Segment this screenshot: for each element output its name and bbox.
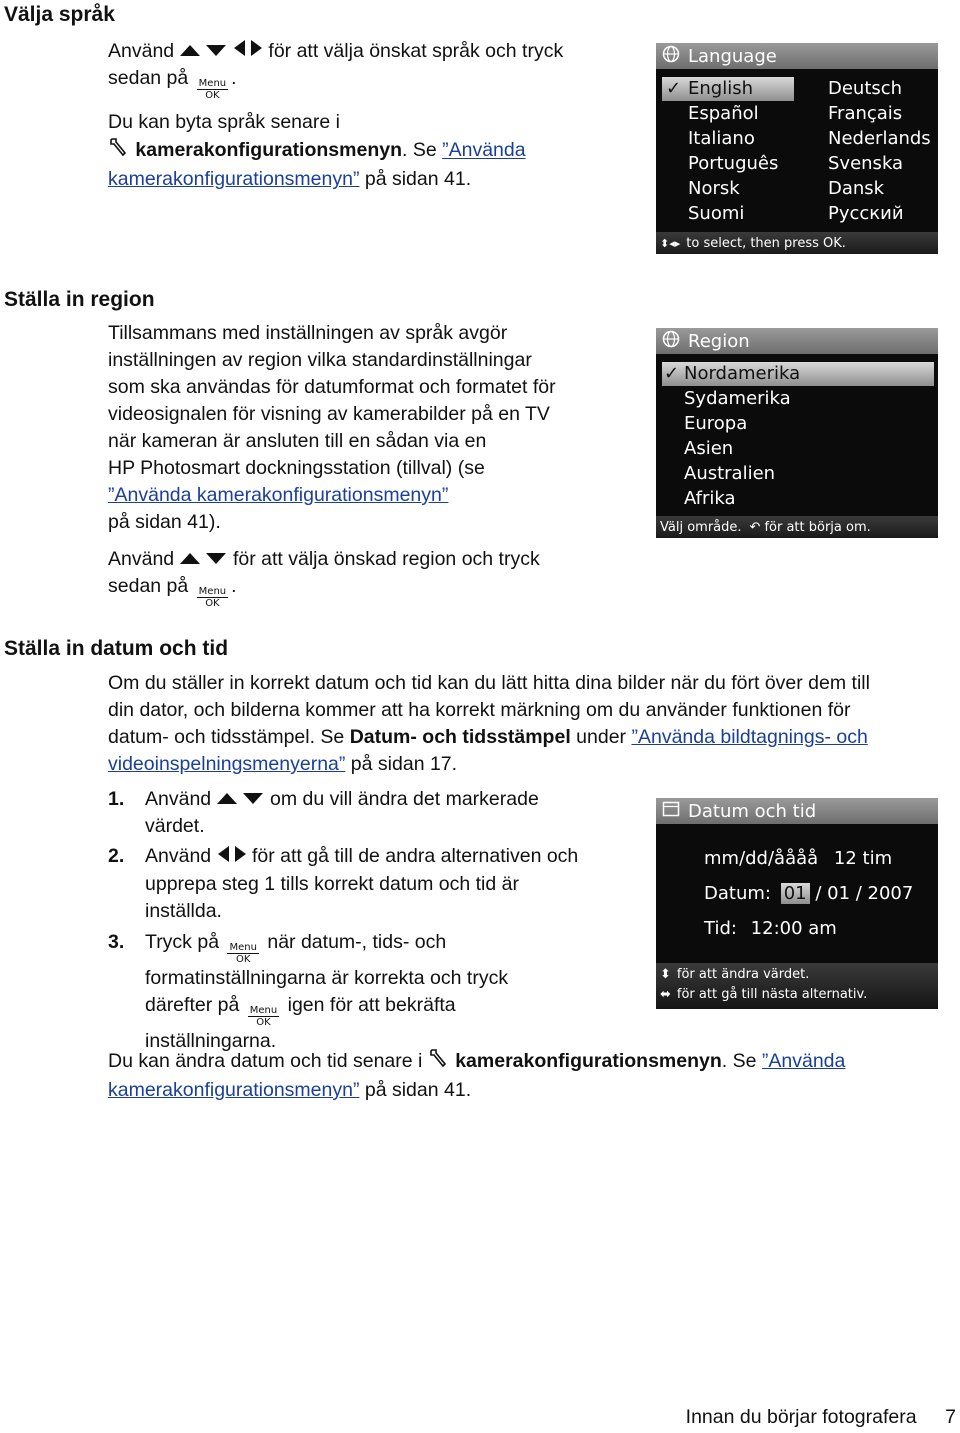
text: formatinställningarna är korrekta och tryck xyxy=(145,966,509,989)
back-arrow-icon: ↶ xyxy=(749,519,761,535)
lang-option[interactable]: Français xyxy=(828,103,903,124)
text: igen för att bekräfta xyxy=(287,993,456,1016)
text: som ska användas för datumformat och formatet för xyxy=(108,376,556,398)
left-right-arrows-icon xyxy=(233,38,263,65)
heading-valja-sprak: Välja språk xyxy=(4,3,115,26)
text: för att gå till de andra alternativen och xyxy=(251,845,579,868)
lang-option[interactable]: Nederlands xyxy=(828,128,931,149)
text: under xyxy=(570,726,632,748)
time-row xyxy=(704,918,837,940)
left-right-small-icon: ⬌ xyxy=(660,987,671,1002)
text: inställningarna. xyxy=(145,1029,277,1052)
up-down-arrows-icon xyxy=(217,786,265,813)
globe-icon xyxy=(662,45,680,68)
up-down-arrows-icon xyxy=(180,38,228,65)
up-down-small-icon: ⬍ xyxy=(660,967,671,982)
text: . xyxy=(231,575,237,598)
chapter-title: Innan du börjar fotografera xyxy=(685,1406,917,1428)
date-month-field[interactable]: 01 xyxy=(781,883,810,904)
text: kamerakonfigurationsmenyn xyxy=(135,139,402,162)
text: inställda. xyxy=(145,899,222,922)
text: videosignalen för visning av kamerabilder på en TV xyxy=(108,403,550,425)
check-icon: ✓ xyxy=(666,78,682,99)
region-option[interactable]: Sydamerika xyxy=(684,388,791,409)
up-down-arrows-icon xyxy=(180,546,228,573)
footer-text: för att ändra värdet. xyxy=(676,967,810,982)
text: Använd xyxy=(145,788,212,810)
footer-text: för att börja om. xyxy=(764,519,871,535)
lang-option[interactable]: Deutsch xyxy=(828,78,903,99)
lang-option[interactable]: Português xyxy=(688,153,779,174)
menu-ok-button-icon xyxy=(197,587,228,609)
left-right-arrows-icon xyxy=(217,844,247,871)
language-screen xyxy=(656,43,938,254)
date-row xyxy=(704,883,913,905)
datetime-screen xyxy=(656,798,938,1009)
ok-label: OK xyxy=(256,1016,271,1028)
screen-footer xyxy=(656,516,938,538)
ok-label: OK xyxy=(205,598,220,610)
text: Tillsammans med inställningen av språk avgör xyxy=(108,322,508,344)
format-value[interactable]: 12 tim xyxy=(833,848,893,869)
screen-footer xyxy=(656,232,938,254)
menu-ok-button-icon xyxy=(248,1006,279,1028)
text: när datum-, tids- och xyxy=(267,930,447,953)
screen-title-bar xyxy=(656,43,938,69)
step-number: 3. xyxy=(108,930,125,953)
screen-title: Region xyxy=(688,330,750,352)
globe-icon xyxy=(662,330,680,353)
footer-text: Välj område. xyxy=(660,519,742,535)
lang-option[interactable]: Русский xyxy=(828,203,904,224)
link-kamerakonfig-datum[interactable]: ”Använda xyxy=(761,1050,846,1073)
text: värdet. xyxy=(145,815,205,838)
text: sedan på xyxy=(108,575,189,598)
screen-title: Language xyxy=(688,45,777,67)
region-option[interactable]: Nordamerika xyxy=(684,363,801,384)
text: Använd xyxy=(108,40,175,62)
format-label: mm/dd/åååå xyxy=(704,848,819,869)
section2-text xyxy=(108,320,648,609)
text: kamerakonfigurationsmenyn xyxy=(455,1050,722,1073)
region-option[interactable]: Europa xyxy=(684,413,748,434)
footer-text: för att gå till nästa alternativ. xyxy=(676,987,868,1002)
clock-icon xyxy=(662,800,680,823)
text: Använd xyxy=(145,845,212,868)
lang-option[interactable]: Español xyxy=(688,103,759,124)
lang-option[interactable]: Italiano xyxy=(688,128,755,149)
menu-ok-button-icon xyxy=(227,943,258,965)
format-row xyxy=(704,848,892,870)
link-bildtagning-cont[interactable]: videoinspelningsmenyerna” xyxy=(108,753,346,775)
page-footer xyxy=(600,1406,956,1429)
lang-option[interactable]: Dansk xyxy=(828,178,885,199)
text: Använd xyxy=(108,548,175,570)
section3-steps xyxy=(108,786,638,1055)
wrench-icon xyxy=(428,1047,450,1077)
heading-region: Ställa in region xyxy=(4,288,155,311)
section3-intro xyxy=(108,670,960,778)
region-option[interactable]: Afrika xyxy=(684,488,736,509)
footer-text: to select, then press OK. xyxy=(686,235,846,251)
lang-option[interactable]: Svenska xyxy=(828,153,904,174)
link-kamerakonfig-region[interactable]: ”Använda kamerakonfigurationsmenyn” xyxy=(108,484,449,506)
region-option[interactable]: Asien xyxy=(684,438,734,459)
text: Om du ställer in korrekt datum och tid kan du lätt hitta dina bilder när du fört över dem till xyxy=(108,672,870,694)
text: HP Photosmart dockningsstation (tillval) (se xyxy=(108,457,485,479)
menu-label: Menu xyxy=(229,941,257,953)
text: . xyxy=(231,67,237,90)
text: Datum- och tidsstämpel xyxy=(349,726,571,748)
link-bildtagning[interactable]: ”Använda bildtagnings- och xyxy=(631,726,868,748)
screen-title: Datum och tid xyxy=(688,800,817,822)
text: på sidan 41). xyxy=(108,511,221,533)
text: din dator, och bilderna kommer att ha korrekt märkning om du använder funktionen för xyxy=(108,699,851,721)
text: på sidan 41. xyxy=(359,168,472,191)
text: . Se xyxy=(721,1050,762,1073)
section1-text xyxy=(108,38,648,193)
text: för att välja önskat språk och tryck xyxy=(268,40,564,62)
step-number: 2. xyxy=(108,845,125,868)
ok-label: OK xyxy=(235,953,251,965)
time-label: Tid: xyxy=(704,918,737,939)
text: Du kan byta språk senare i xyxy=(108,111,340,134)
page-number: 7 xyxy=(945,1406,956,1428)
screen-title-bar xyxy=(656,798,938,824)
region-option[interactable]: Australien xyxy=(684,463,776,484)
text: om du vill ändra det markerade xyxy=(269,788,539,810)
link-kamerakonfig-cont[interactable]: kamerakonfigurationsmenyn” xyxy=(108,168,360,191)
region-screen xyxy=(656,328,938,538)
wrench-icon xyxy=(108,136,130,166)
menu-label: Menu xyxy=(198,78,227,90)
text: Tryck på xyxy=(145,930,220,953)
ok-label: OK xyxy=(205,90,220,102)
text: . Se xyxy=(402,139,443,162)
lang-option[interactable]: Norsk xyxy=(688,178,740,199)
text: inställningen av region vilka standardinställningar xyxy=(108,349,532,371)
date-label: Datum: xyxy=(704,883,771,904)
screen-title-bar xyxy=(656,328,938,354)
lang-option[interactable]: English xyxy=(688,78,753,99)
time-value[interactable]: 12:00 am xyxy=(750,918,837,939)
menu-label: Menu xyxy=(198,586,227,598)
lang-option[interactable]: Suomi xyxy=(688,203,745,224)
text: sedan på xyxy=(108,67,189,90)
text: upprepa steg 1 tills korrekt datum och tid är xyxy=(145,872,519,895)
text: för att välja önskad region och tryck xyxy=(232,548,540,570)
menu-ok-button-icon xyxy=(197,79,228,101)
nav-arrows-icon: ⬍◂▸ xyxy=(660,236,681,250)
heading-datum-tid: Ställa in datum och tid xyxy=(4,637,229,660)
text: därefter på xyxy=(145,993,240,1016)
text: datum- och tidsstämpel. Se xyxy=(108,726,350,748)
date-rest[interactable]: / 01 / 2007 xyxy=(809,883,914,904)
check-icon: ✓ xyxy=(664,363,680,384)
section3-outro xyxy=(108,1047,960,1104)
menu-label: Menu xyxy=(249,1004,278,1016)
link-kamerakonfig-datum-cont[interactable]: kamerakonfigurationsmenyn” xyxy=(108,1079,360,1101)
text: på sidan 41. xyxy=(359,1079,472,1101)
step-number: 1. xyxy=(108,788,125,810)
text: när kameran är ansluten till en sådan via en xyxy=(108,430,487,452)
text: Du kan ändra datum och tid senare i xyxy=(108,1050,428,1073)
text: på sidan 17. xyxy=(345,753,458,775)
screen-footer xyxy=(656,963,938,1009)
link-kamerakonfig[interactable]: ”Använda xyxy=(442,139,526,162)
